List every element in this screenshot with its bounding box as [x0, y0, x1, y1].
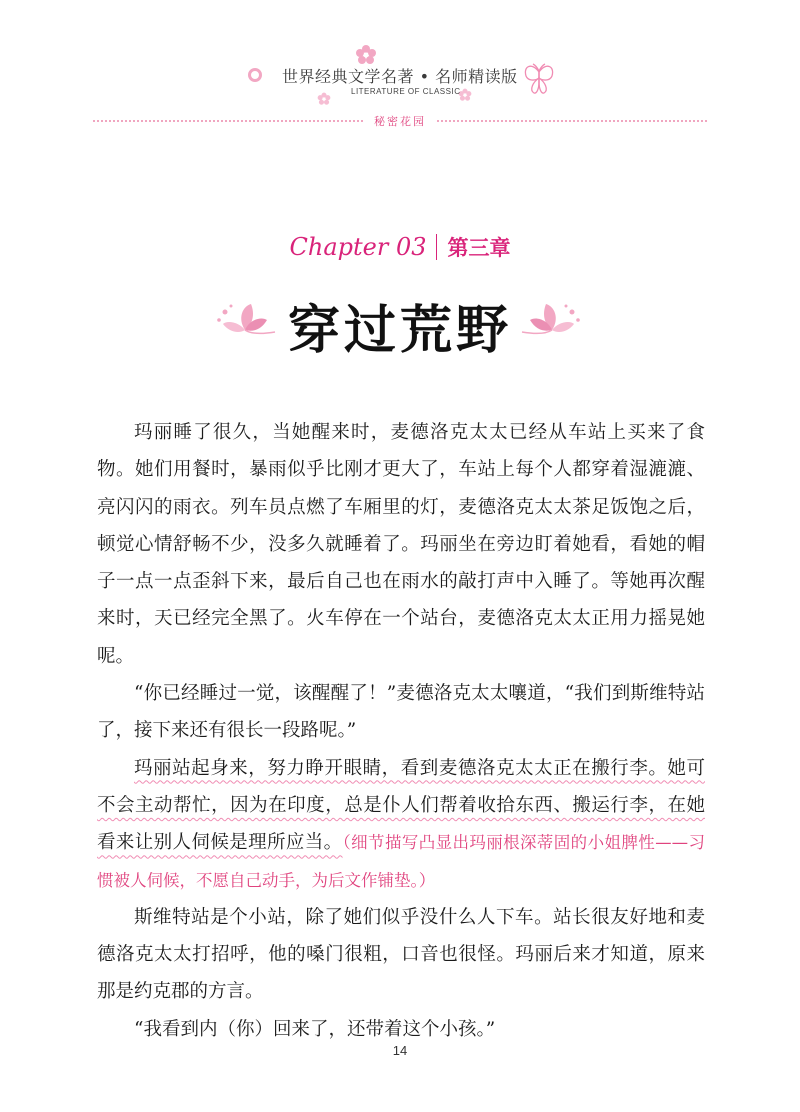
chapter-label	[0, 232, 800, 262]
annotation-note: （细节描写凸显出玛丽根深蒂固的小姐脾性——习惯被人伺候，不愿自己动手，为后文作铺垫。）	[97, 833, 705, 890]
book-title: 秘密花园	[364, 115, 436, 128]
chapter-label-en: Chapter 03	[289, 233, 427, 261]
body-text	[97, 414, 705, 1048]
chapter-title-wrap	[0, 288, 800, 363]
chapter-divider	[436, 234, 437, 260]
flower-icon	[355, 44, 377, 66]
book-title-label	[0, 110, 800, 129]
flower-icon	[317, 92, 331, 106]
paragraph: 玛丽睡了很久，当她醒来时，麦德洛克太太已经从车站上买来了食物。她们用餐时，暴雨似乎比刚才更大了，车站上每个人都穿着湿漉漉、亮闪闪的雨衣。列车员点燃了车厢里的灯，麦德洛克太太茶足饭饱之后，顿觉心情舒畅不少，没多久就睡着了。玛丽坐在旁边盯着她看，看她的帽子一点一点歪斜下来，最后自己也在雨水的敲打声中入睡了。等她再次醒来时，天已经完全黑了。火车停在一个站台，麦德洛克太太正用力摇晃她呢。	[97, 422, 705, 667]
paragraph-annotated	[97, 750, 705, 899]
highlighted-passage: 玛丽站起身来，努力睁开眼睛，看到麦德洛克太太正在搬行李。她可不会主动帮忙，因为在印度，总是仆人们帮着收拾东西、搬运行李，在她看来让别人伺候是理所应当。	[97, 757, 705, 854]
series-subtitle: LITERATURE OF CLASSIC	[351, 87, 461, 96]
chapter-title: 穿过荒野	[287, 300, 512, 361]
page-number: 14	[392, 1043, 408, 1058]
butterfly-icon	[522, 62, 556, 98]
circle-icon	[248, 68, 262, 82]
running-header	[0, 0, 800, 140]
paragraph: 斯维特站是个小站，除了她们似乎没什么人下车。站长很友好地和麦德洛克太太打招呼，他的嗓门很粗，口音也很怪。玛丽后来才知道，原来那是约克郡的方言。	[97, 906, 705, 1003]
chapter-label-zh: 第三章	[447, 236, 511, 260]
paragraph: “我看到内（你）回来了，还带着这个小孩。”	[134, 1018, 496, 1040]
paragraph: “你已经睡过一觉，该醒醒了！”麦德洛克太太嚷道，“我们到斯维特站了，接下来还有很长一段路呢。”	[97, 683, 705, 742]
lotus-ornament-icon	[520, 300, 582, 340]
series-title: 世界经典文学名著 • 名师精读版	[282, 67, 518, 86]
